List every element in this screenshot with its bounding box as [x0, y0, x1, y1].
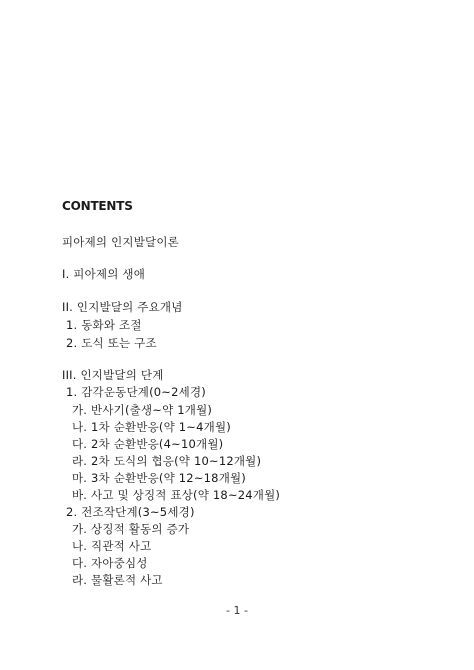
toc-item-3-1-ra: 라. 2차 도식의 협응(약 10~12개월) [72, 454, 262, 468]
contents-heading: CONTENTS [62, 199, 133, 213]
toc-section-1: I. 피아제의 생애 [62, 267, 146, 281]
toc-title: 피아제의 인지발달이론 [62, 235, 179, 249]
page-number: - 1 - [226, 604, 248, 617]
toc-item-3-2-ga: 가. 상징적 활동의 증가 [72, 522, 190, 536]
toc-section-3: III. 인지발달의 단계 [62, 368, 164, 382]
toc-subsection-2-2: 2. 도식 또는 구조 [66, 336, 157, 350]
toc-item-3-1-ma: 마. 3차 순환반응(약 12~18개월) [72, 471, 246, 485]
toc-subsection-3-2: 2. 전조작단계(3~5세경) [66, 505, 195, 519]
toc-item-3-2-da: 다. 자아중심성 [72, 556, 148, 570]
toc-section-2: II. 인지발달의 주요개념 [62, 300, 183, 314]
toc-item-3-2-ra: 라. 물활론적 사고 [72, 573, 163, 587]
toc-subsection-2-1: 1. 동화와 조절 [66, 318, 142, 332]
toc-item-3-1-na: 나. 1차 순환반응(약 1~4개월) [72, 420, 231, 434]
toc-item-3-1-da: 다. 2차 순환반응(4~10개월) [72, 437, 224, 451]
toc-subsection-3-1: 1. 감각운동단계(0~2세경) [66, 385, 206, 399]
toc-item-3-1-ba: 바. 사고 및 상징적 표상(약 18~24개월) [72, 488, 281, 502]
toc-item-3-2-na: 나. 직관적 사고 [72, 539, 152, 553]
toc-item-3-1-ga: 가. 반사기(출생~약 1개월) [72, 403, 213, 417]
